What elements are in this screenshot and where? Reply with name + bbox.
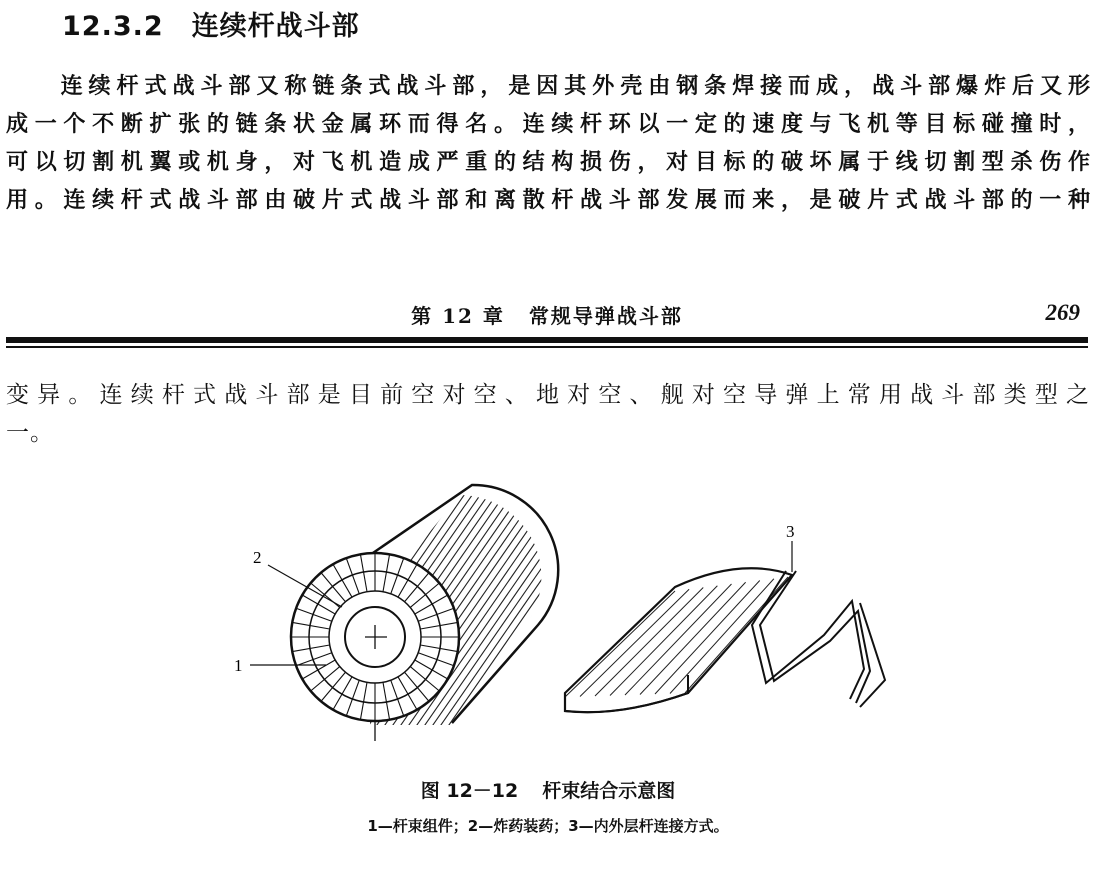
paragraph-1: [6, 68, 1090, 220]
figure-title: 杆束结合示意图: [542, 780, 676, 802]
rod-strip: [565, 568, 792, 712]
header-rule-thin: [6, 346, 1088, 348]
section-title: 连续杆战斗部: [191, 11, 360, 42]
section-number: 12.3.2: [62, 11, 164, 42]
running-head-title: [6, 300, 1088, 329]
text-line: 成一个不断扩张的链条状金属环而得名。连续杆环以一定的速度与飞机等目标碰撞时，: [6, 112, 1090, 137]
running-head: [6, 300, 1088, 340]
paragraph-2: [6, 376, 1090, 452]
figure-caption: [0, 776, 1096, 803]
figure-legend: 1—杆束组件；2—炸药装药；3—内外层杆连接方式。: [367, 817, 729, 835]
page-number: 269: [1045, 300, 1080, 325]
chapter-title: 常规导弹战斗部: [528, 304, 683, 328]
callout-1: 1: [234, 656, 243, 675]
header-rule-thick: [6, 337, 1088, 343]
figure-number: 图 12－12: [420, 780, 519, 802]
callout-2: 2: [253, 548, 262, 567]
section-heading: [62, 4, 360, 43]
rod-bundle-figure: [220, 475, 910, 745]
text-line: 可以切割机翼或机身，对飞机造成严重的结构损伤，对目标的破坏属于线切割型杀伤作: [6, 150, 1090, 175]
text-line: 一。: [6, 420, 54, 446]
callout-3: 3: [786, 522, 795, 541]
text-line: 变异。连续杆式战斗部是目前空对空、地对空、舰对空导弹上常用战斗部类型之: [6, 382, 1090, 408]
text-line: 用。连续杆式战斗部由破片式战斗部和离散杆战斗部发展而来，是破片式战斗部的一种: [6, 188, 1090, 213]
chapter-label: 第 12 章: [411, 304, 505, 328]
text-line: 连续杆式战斗部又称链条式战斗部，是因其外壳由钢条焊接而成，战斗部爆炸后又形: [6, 74, 1090, 99]
